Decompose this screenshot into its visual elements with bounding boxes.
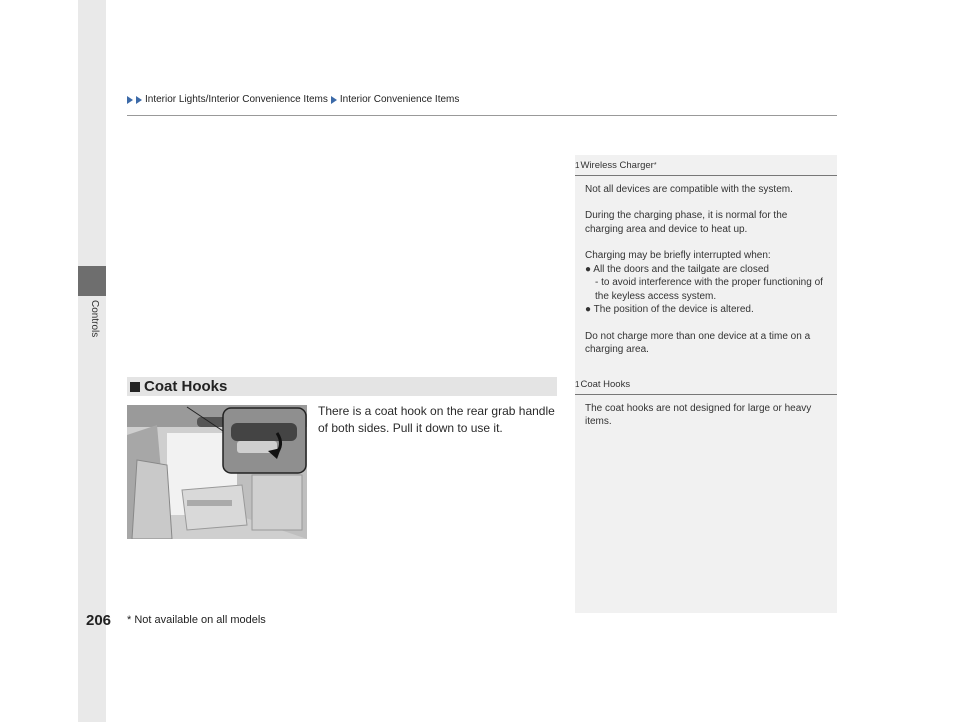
note-body <box>575 395 837 429</box>
breadcrumb-arrow-icon <box>331 96 337 104</box>
asterisk-mark: * <box>653 162 657 169</box>
breadcrumb-arrow-icon <box>136 96 142 104</box>
breadcrumb <box>127 94 459 105</box>
bullet-dot-icon: ● <box>585 263 592 275</box>
note-bullet <box>585 263 827 277</box>
note-body <box>575 176 837 357</box>
note-heading <box>575 376 837 395</box>
note-heading <box>575 157 837 176</box>
coat-hook-illustration <box>127 405 307 539</box>
section-heading <box>130 378 227 395</box>
breadcrumb-item[interactable]: Interior Lights/Interior Convenience Items <box>145 94 328 105</box>
note-paragraph: Charging may be briefly interrupted when: <box>585 250 771 261</box>
coat-hooks-description: There is a coat hook on the rear grab handle of both sides. Pull it down to use it. <box>318 404 555 435</box>
note-reference-number: 1 <box>575 380 580 389</box>
wireless-charger-note <box>575 157 837 370</box>
section-title-text: Coat Hooks <box>144 378 228 395</box>
note-reference-number: 1 <box>575 161 580 170</box>
header-divider <box>127 115 837 116</box>
note-paragraph: During the charging phase, it is normal for the charging area and device to heat up. <box>585 210 788 235</box>
note-title: Wireless Charger <box>580 160 654 171</box>
bullet-subtext: - to avoid interference with the proper functioning of the keyless access system. <box>595 277 823 302</box>
page-number: 206 <box>86 612 112 629</box>
note-paragraph: Not all devices are compatible with the system. <box>585 183 793 195</box>
footnote: * Not available on all models <box>127 614 266 626</box>
side-tab-label: Controls <box>89 300 100 338</box>
note-title: Coat Hooks <box>580 379 631 390</box>
bullet-text: All the doors and the tailgate are closed <box>593 263 769 275</box>
bullet-dot-icon: ● <box>585 304 592 315</box>
coat-hooks-note <box>575 376 837 442</box>
note-paragraph: Do not charge more than one device at a time on a charging area. <box>585 330 811 355</box>
note-bullet <box>585 303 827 317</box>
side-tab-marker <box>78 266 106 296</box>
note-paragraph: The coat hooks are not designed for large or heavy items. <box>585 402 812 427</box>
section-square-icon <box>130 382 140 392</box>
bullet-text: The position of the device is altered. <box>593 304 754 315</box>
breadcrumb-arrow-icon <box>127 96 133 104</box>
breadcrumb-item[interactable]: Interior Convenience Items <box>339 94 460 105</box>
